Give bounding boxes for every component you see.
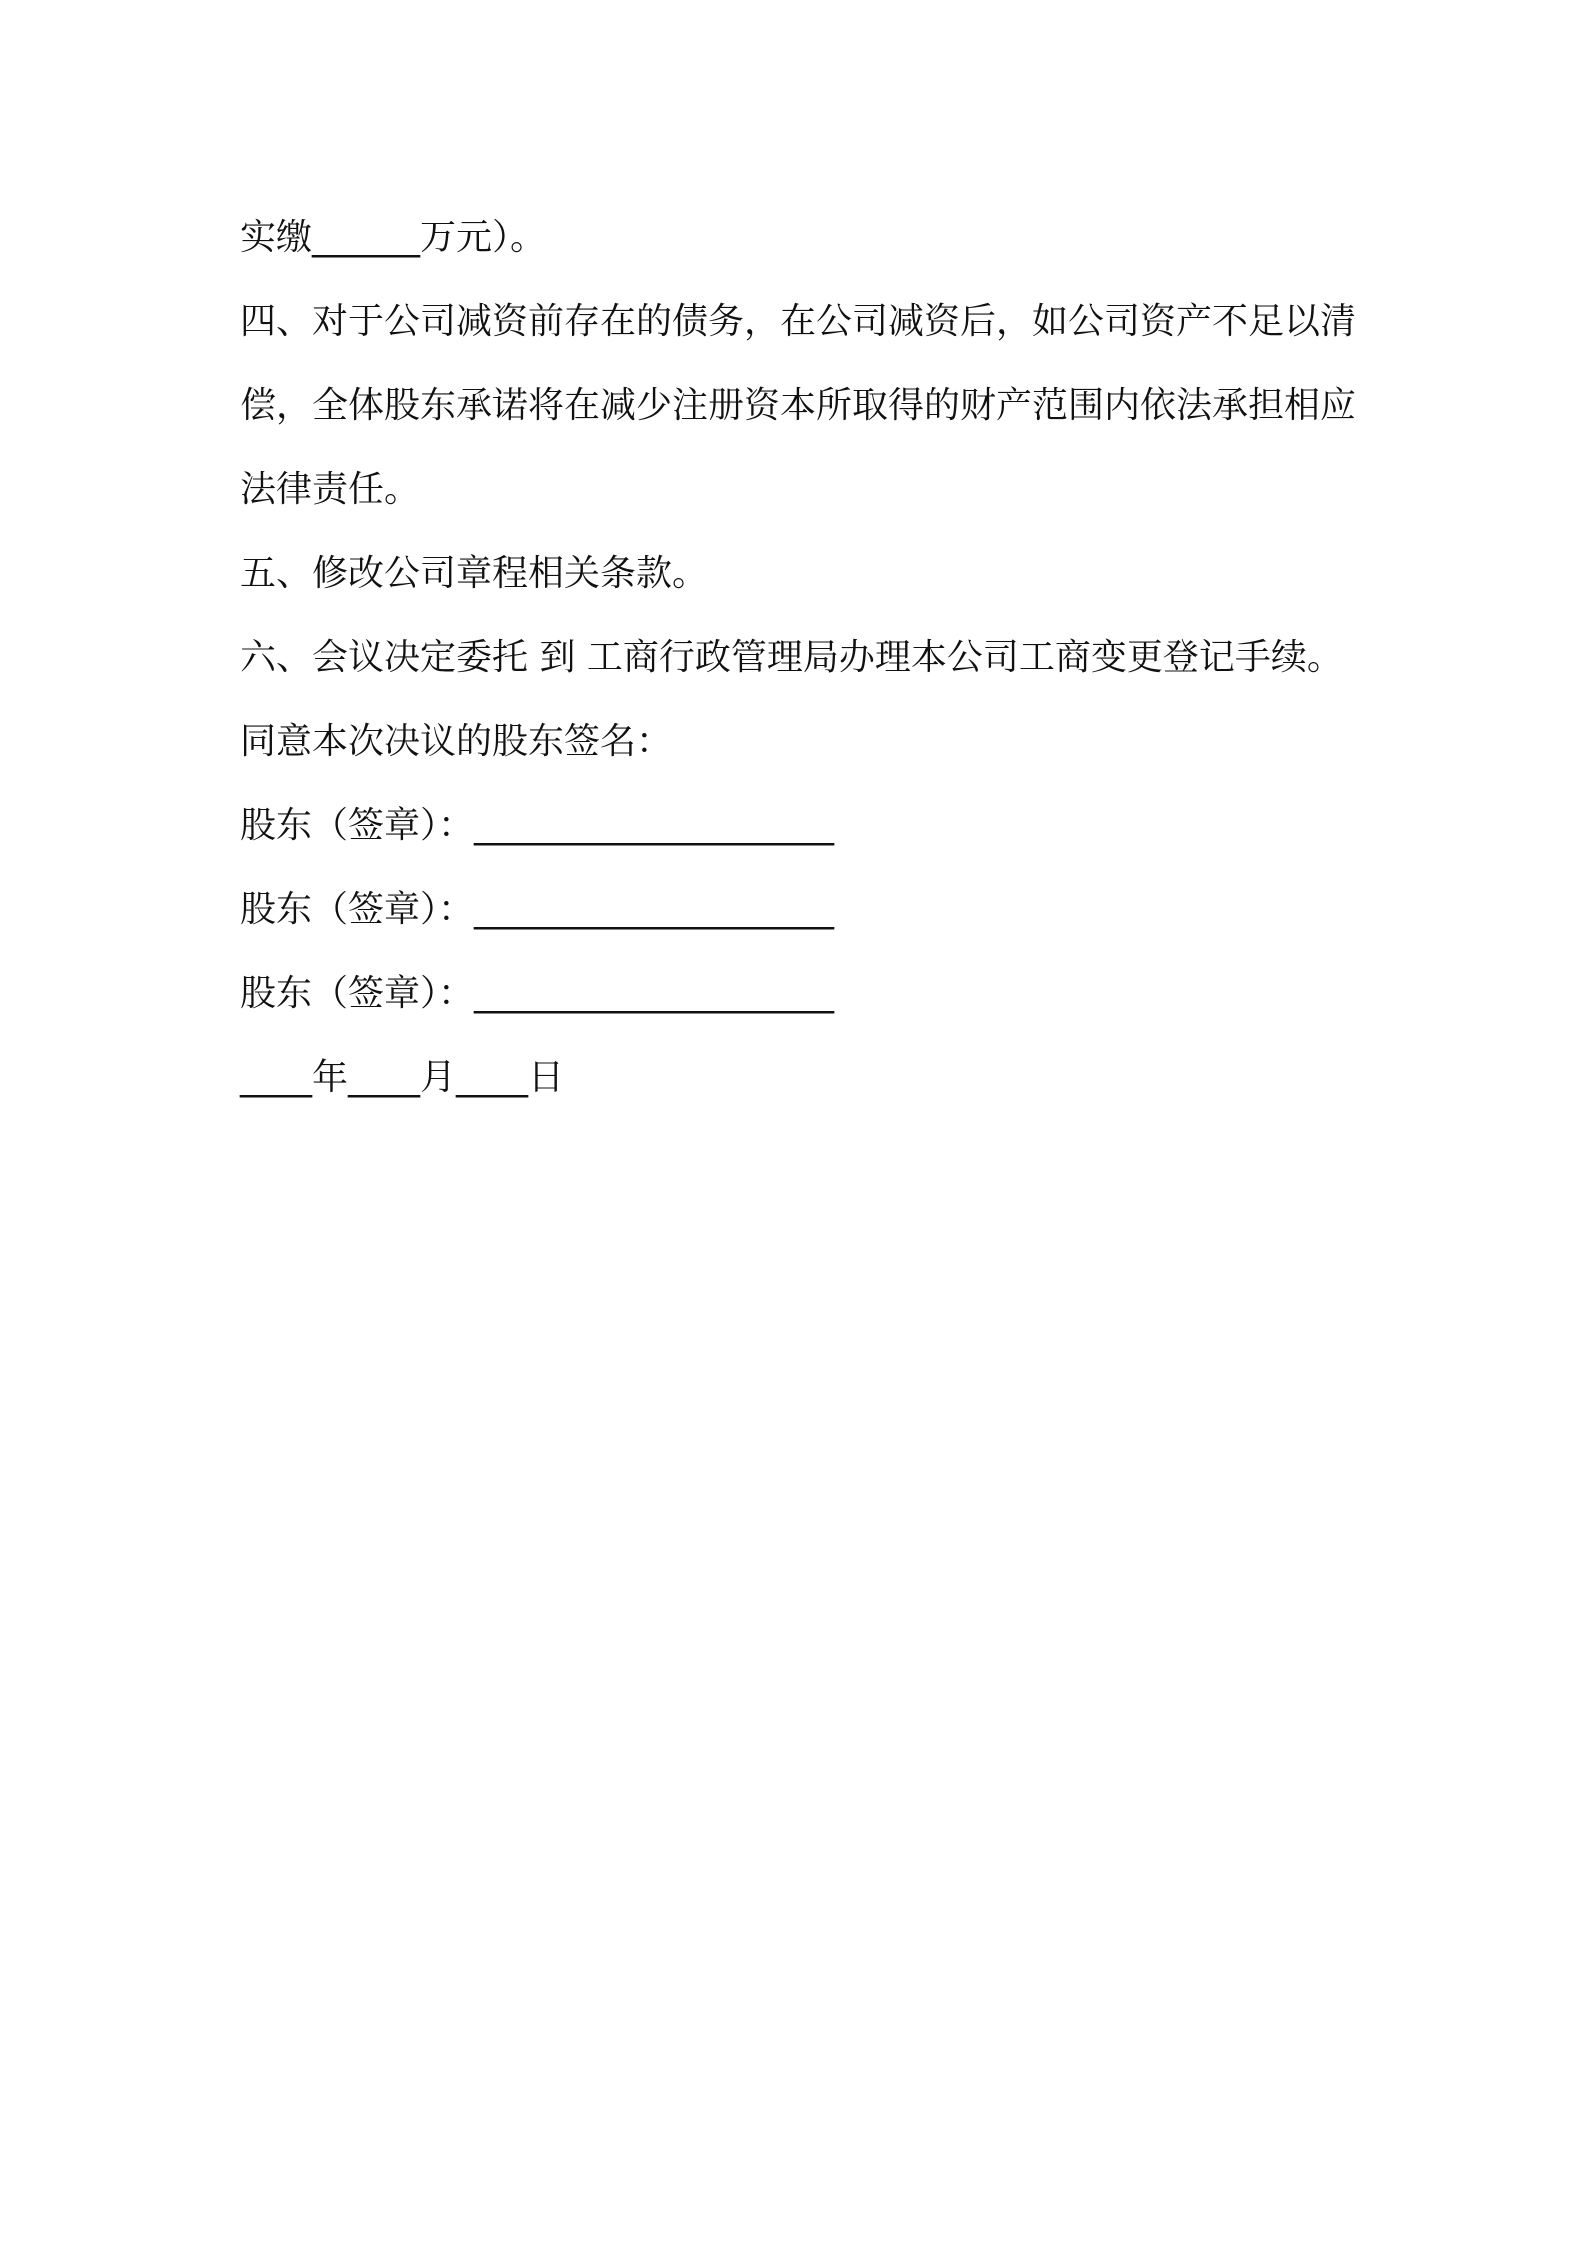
- amend-articles-clause: 五、修改公司章程相关条款。: [240, 553, 709, 594]
- shareholder-signature-heading: 同意本次决议的股东签名：: [240, 721, 673, 762]
- shareholder-signature-line: 股东（签章）：____________________: [240, 889, 835, 930]
- document-body: [240, 196, 1380, 1120]
- shareholder-signature-line: 股东（签章）：____________________: [240, 973, 835, 1014]
- paid-in-capital-line: 实缴______万元）。: [240, 217, 547, 258]
- shareholder-signature-line: 股东（签章）：____________________: [240, 805, 835, 846]
- debt-clause-paragraph: 四、对于公司减资前存在的债务，在公司减资后，如公司资产不足以清偿，全体股东承诺将在减少注册资本所取得的财产范围内依法承担相应法律责任。: [240, 301, 1357, 510]
- registration-clause: 六、会议决定委托 到 工商行政管理局办理本公司工商变更登记手续。: [240, 637, 1343, 678]
- date-line: ____年____月____日: [240, 1057, 565, 1098]
